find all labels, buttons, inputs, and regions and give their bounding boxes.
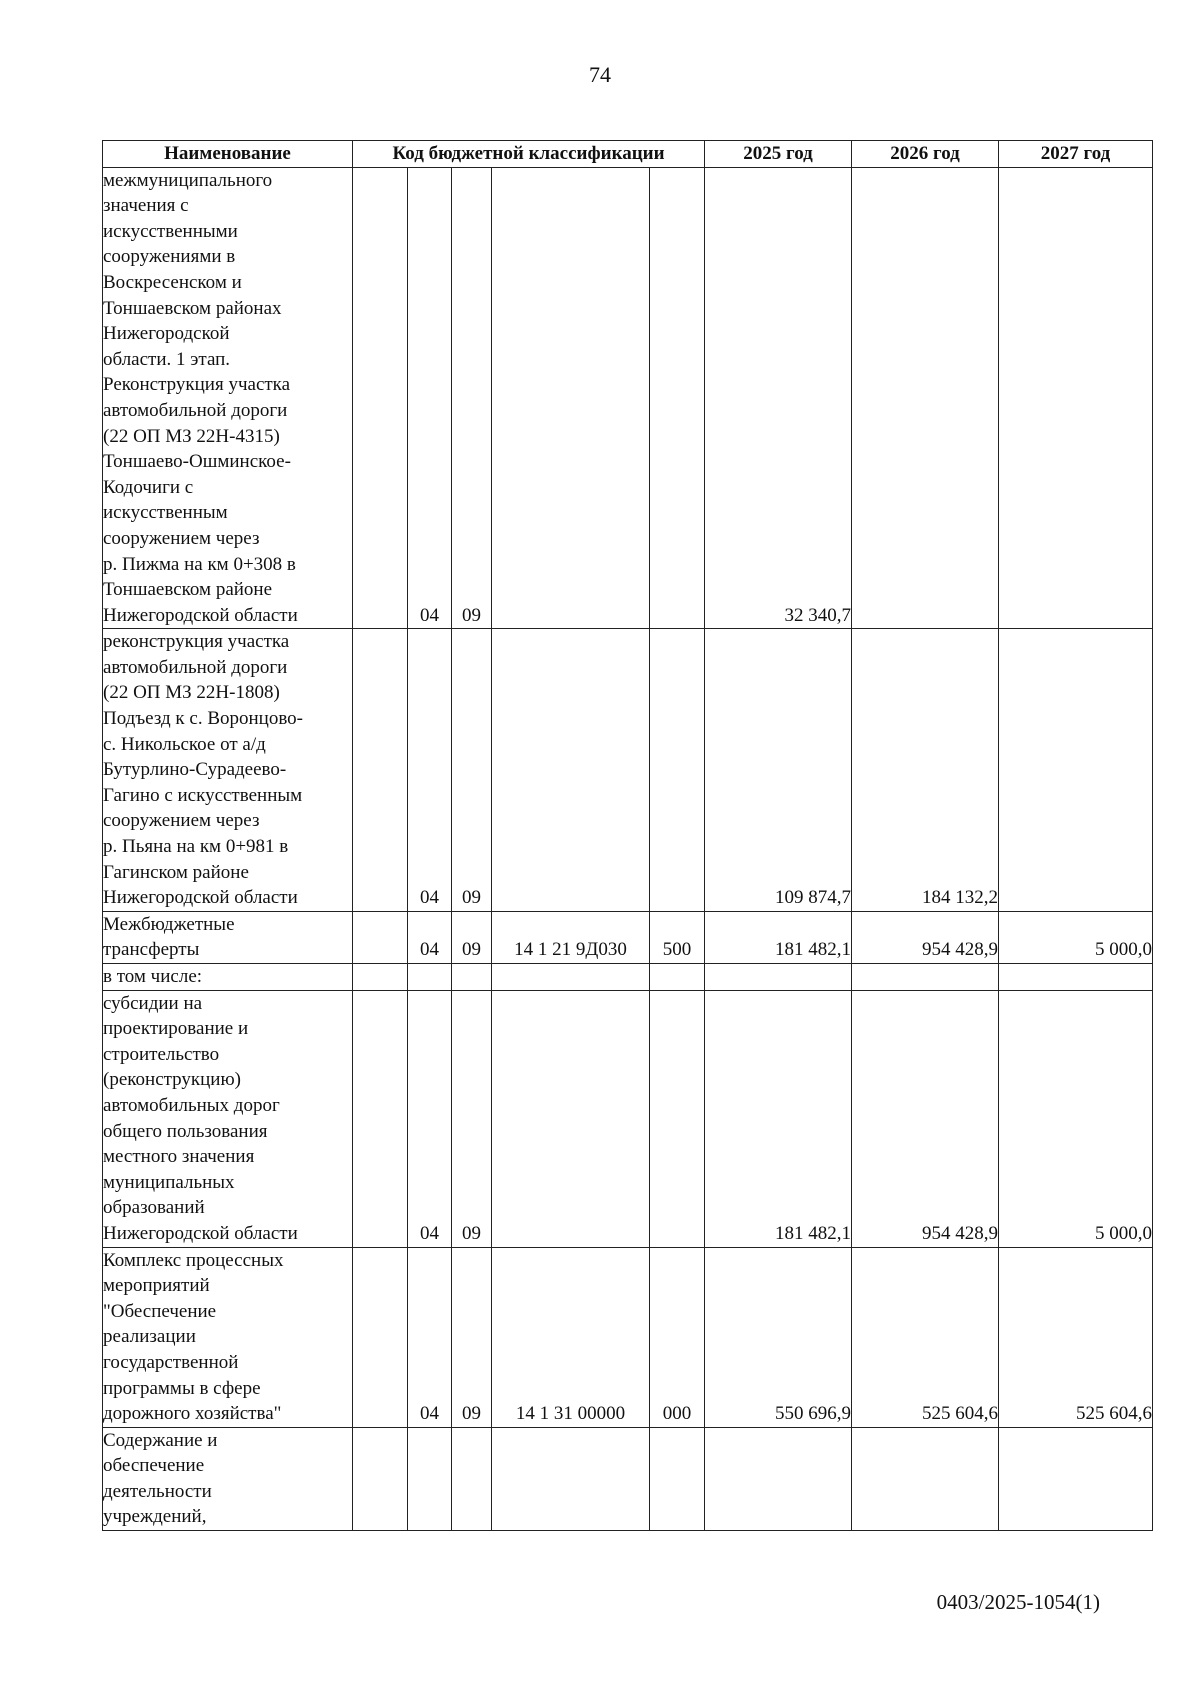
row-2027: 5 000,0 bbox=[999, 990, 1153, 1247]
header-2026: 2026 год bbox=[852, 141, 999, 168]
row-target-article bbox=[492, 964, 650, 991]
row-subsection: 09 bbox=[452, 167, 492, 629]
table-row bbox=[103, 167, 1153, 629]
row-expense-type bbox=[650, 167, 705, 629]
row-name: в том числе: bbox=[103, 964, 353, 991]
row-2026: 184 132,2 bbox=[852, 629, 999, 912]
row-subsection: 09 bbox=[452, 629, 492, 912]
table-header-row bbox=[103, 141, 1153, 168]
row-2026 bbox=[852, 1427, 999, 1530]
row-blank-code bbox=[353, 911, 408, 963]
row-expense-type bbox=[650, 1427, 705, 1530]
table-row bbox=[103, 990, 1153, 1247]
row-2026 bbox=[852, 964, 999, 991]
row-2025: 550 696,9 bbox=[705, 1247, 852, 1427]
page-number: 74 bbox=[589, 62, 611, 87]
row-name: Содержание и обеспечение деятельности учреждений, bbox=[103, 1427, 353, 1530]
row-name: Комплекс процессных мероприятий "Обеспечение реализации государственной программы в сфере дорожного хозяйства" bbox=[103, 1247, 353, 1427]
budget-table bbox=[102, 140, 1153, 1531]
row-section bbox=[408, 964, 452, 991]
row-2025: 181 482,1 bbox=[705, 911, 852, 963]
row-2027 bbox=[999, 1427, 1153, 1530]
document-reference: 0403/2025-1054(1) bbox=[936, 1590, 1100, 1614]
header-code: Код бюджетной классификации bbox=[353, 141, 705, 168]
table-row bbox=[103, 964, 1153, 991]
row-subsection bbox=[452, 1427, 492, 1530]
row-2025 bbox=[705, 1427, 852, 1530]
row-expense-type: 000 bbox=[650, 1247, 705, 1427]
row-target-article bbox=[492, 1427, 650, 1530]
row-section: 04 bbox=[408, 990, 452, 1247]
row-target-article: 14 1 31 00000 bbox=[492, 1247, 650, 1427]
table-row bbox=[103, 629, 1153, 912]
row-expense-type bbox=[650, 964, 705, 991]
row-section: 04 bbox=[408, 1247, 452, 1427]
row-target-article bbox=[492, 629, 650, 912]
row-2026: 954 428,9 bbox=[852, 990, 999, 1247]
row-expense-type bbox=[650, 990, 705, 1247]
row-target-article: 14 1 21 9Д030 bbox=[492, 911, 650, 963]
row-2026: 525 604,6 bbox=[852, 1247, 999, 1427]
row-2027 bbox=[999, 167, 1153, 629]
row-2025: 109 874,7 bbox=[705, 629, 852, 912]
row-section bbox=[408, 1427, 452, 1530]
row-subsection: 09 bbox=[452, 911, 492, 963]
header-name: Наименование bbox=[103, 141, 353, 168]
row-name: реконструкция участка автомобильной дороги (22 ОП МЗ 22Н-1808) Подъезд к с. Воронцово- с. Никольское от а/д Бутурлино-Сурадеево- Гагино с искусственным сооружением через р. Пьяна на км 0+981 в Гагинском районе Нижегородской области bbox=[103, 629, 353, 912]
row-subsection bbox=[452, 964, 492, 991]
row-name: Межбюджетные трансферты bbox=[103, 911, 353, 963]
row-blank-code bbox=[353, 1247, 408, 1427]
row-2026: 954 428,9 bbox=[852, 911, 999, 963]
row-2026 bbox=[852, 167, 999, 629]
table-row bbox=[103, 1427, 1153, 1530]
row-blank-code bbox=[353, 167, 408, 629]
row-2027 bbox=[999, 964, 1153, 991]
row-expense-type bbox=[650, 629, 705, 912]
row-name: межмуниципального значения с искусственными сооружениями в Воскресенском и Тоншаевском районах Нижегородской области. 1 этап. Реконструкция участка автомобильной дороги (22 ОП МЗ 22Н-4315) Тоншаево-Ошминское- Кодочиги с искусственным сооружением через р. Пижма на км 0+308 в Тоншаевском районе Нижегородской области bbox=[103, 167, 353, 629]
row-expense-type: 500 bbox=[650, 911, 705, 963]
row-2027: 525 604,6 bbox=[999, 1247, 1153, 1427]
row-blank-code bbox=[353, 990, 408, 1247]
row-2025: 32 340,7 bbox=[705, 167, 852, 629]
header-2025: 2025 год bbox=[705, 141, 852, 168]
table-row bbox=[103, 1247, 1153, 1427]
row-subsection: 09 bbox=[452, 990, 492, 1247]
row-section: 04 bbox=[408, 167, 452, 629]
row-target-article bbox=[492, 167, 650, 629]
row-2027: 5 000,0 bbox=[999, 911, 1153, 963]
header-2027: 2027 год bbox=[999, 141, 1153, 168]
row-2025: 181 482,1 bbox=[705, 990, 852, 1247]
row-subsection: 09 bbox=[452, 1247, 492, 1427]
row-2025 bbox=[705, 964, 852, 991]
row-name: субсидии на проектирование и строительство (реконструкцию) автомобильных дорог общего пользования местного значения муниципальных образований Нижегородской области bbox=[103, 990, 353, 1247]
row-blank-code bbox=[353, 1427, 408, 1530]
row-section: 04 bbox=[408, 629, 452, 912]
row-target-article bbox=[492, 990, 650, 1247]
row-blank-code bbox=[353, 964, 408, 991]
row-blank-code bbox=[353, 629, 408, 912]
row-2027 bbox=[999, 629, 1153, 912]
row-section: 04 bbox=[408, 911, 452, 963]
table-row bbox=[103, 911, 1153, 963]
